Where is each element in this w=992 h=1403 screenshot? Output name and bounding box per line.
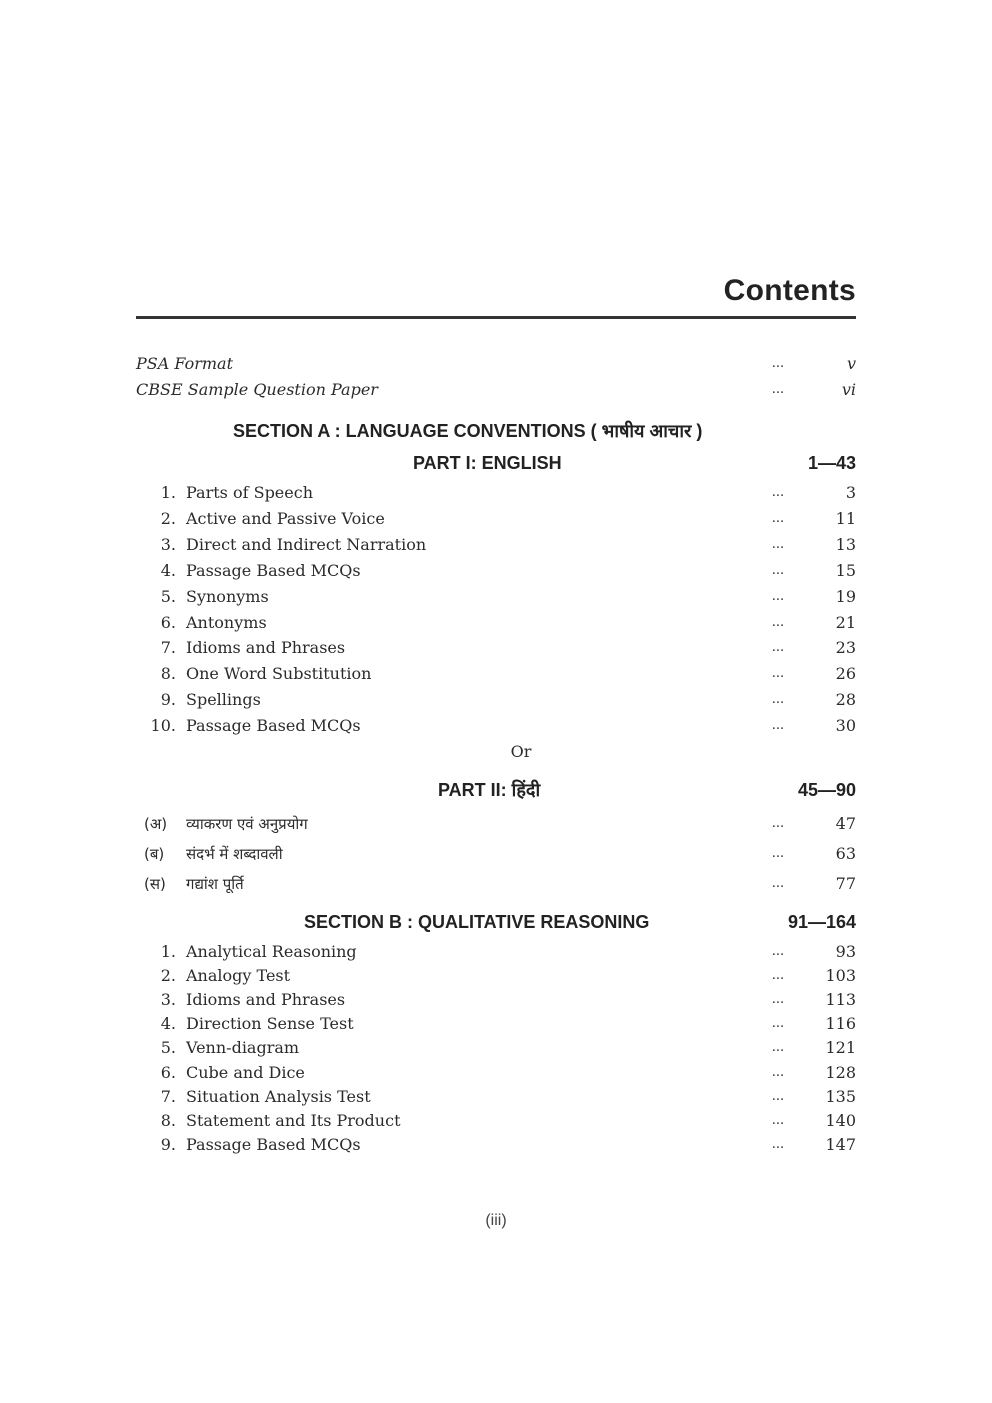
toc-entry: [136, 1012, 856, 1036]
toc-entry: [136, 964, 856, 988]
entry-page: vi: [841, 380, 856, 399]
entry-page: 147: [825, 1134, 856, 1154]
entry-leader: ...: [771, 718, 785, 734]
toc-entry-hindi-b: [136, 842, 856, 866]
entry-page: 3: [845, 483, 856, 502]
entry-title: Analytical Reasoning: [186, 942, 357, 961]
entry-leader: ...: [771, 562, 785, 578]
toc-entry: [136, 636, 856, 660]
toc-entry: [136, 1061, 856, 1085]
entry-number: 4.: [160, 1014, 176, 1034]
entry-title: Statement and Its Product: [186, 1110, 401, 1130]
entry-title: गद्यांश पूर्ति: [186, 875, 244, 893]
page-title: Contents: [723, 274, 856, 307]
entry-page: 30: [835, 716, 856, 736]
entry-title: Situation Analysis Test: [186, 1086, 371, 1106]
entry-number: 8.: [160, 1110, 176, 1130]
entry-page: 21: [835, 612, 856, 632]
entry-number: 1.: [160, 483, 176, 502]
section-a-heading: [136, 418, 856, 444]
entry-page: 11: [835, 508, 856, 528]
entry-number: 5.: [160, 1038, 176, 1058]
toc-entry: [136, 1036, 856, 1060]
entry-leader: ...: [771, 1136, 785, 1152]
toc-entry: [136, 533, 856, 557]
entry-title: Idioms and Phrases: [186, 638, 346, 658]
page-number-label: (iii): [485, 1212, 507, 1229]
entry-title: Analogy Test: [186, 966, 291, 986]
toc-entry: [136, 611, 856, 635]
entry-title: Passage Based MCQs: [186, 560, 361, 580]
entry-number: 6.: [160, 612, 176, 632]
entry-page: 113: [825, 990, 856, 1010]
entry-title: Synonyms: [186, 586, 269, 606]
entry-number: 4.: [160, 560, 176, 580]
toc-entry: [136, 559, 856, 583]
toc-entry: [136, 988, 856, 1012]
toc-entry-hindi-c: [136, 872, 856, 896]
entry-leader: ...: [771, 1064, 785, 1080]
entry-page: 103: [825, 966, 856, 986]
entry-leader: ...: [771, 485, 785, 500]
entry-leader: ...: [771, 614, 785, 630]
entry-number: (अ): [144, 815, 168, 833]
part2-heading: [136, 777, 856, 803]
entry-page: 47: [835, 814, 856, 833]
entry-title: Cube and Dice: [186, 1062, 305, 1082]
entry-leader: ...: [771, 1112, 785, 1128]
entry-title: Active and Passive Voice: [186, 508, 385, 528]
section-b-heading: [136, 909, 856, 935]
section-b-label: SECTION B : QUALITATIVE REASONING: [304, 912, 650, 932]
entry-page: 135: [825, 1086, 856, 1106]
entry-title: PSA Format: [136, 354, 234, 373]
part1-label: PART I: ENGLISH: [413, 453, 562, 473]
entry-page: 128: [825, 1062, 856, 1082]
entry-number: (स): [144, 875, 166, 893]
part1-range: 1—43: [807, 453, 856, 473]
section-a-label: SECTION A : LANGUAGE CONVENTIONS ( भाषीय आचार ): [233, 421, 703, 441]
entry-title: Direction Sense Test: [186, 1014, 354, 1034]
entry-leader: ...: [771, 382, 785, 397]
entry-leader: ...: [771, 536, 785, 552]
entry-page: 77: [835, 874, 856, 893]
entry-leader: ...: [771, 992, 785, 1008]
entry-number: 2.: [160, 966, 176, 986]
toc-entry: [136, 714, 856, 738]
entry-number: 3.: [160, 990, 176, 1010]
entry-leader: ...: [771, 510, 785, 526]
entry-leader: ...: [771, 1088, 785, 1104]
entry-title: Direct and Indirect Narration: [186, 534, 427, 554]
entry-leader: ...: [771, 356, 785, 371]
entry-number: 10.: [150, 716, 176, 736]
entry-number: 7.: [160, 1086, 176, 1106]
entry-leader: ...: [771, 1016, 785, 1032]
part2-label: PART II: हिंदी: [438, 780, 541, 800]
entry-number: 1.: [160, 942, 176, 961]
entry-page: 26: [835, 664, 856, 684]
entry-title: Venn-diagram: [186, 1038, 300, 1058]
entry-page: v: [846, 354, 856, 373]
part1-heading: [136, 450, 856, 476]
entry-leader: ...: [771, 1040, 785, 1056]
entry-title: Idioms and Phrases: [186, 990, 346, 1010]
entry-title: One Word Substitution: [186, 664, 372, 684]
entry-number: (ब): [144, 845, 165, 863]
toc-entry: [136, 688, 856, 712]
entry-leader: ...: [771, 692, 785, 708]
entry-page: 23: [835, 638, 856, 658]
toc-entry-hindi-a: [136, 812, 856, 836]
toc-entry: [136, 1109, 856, 1133]
entry-number: 3.: [160, 534, 176, 554]
entry-page: 19: [835, 586, 856, 606]
toc-entry: [136, 481, 856, 505]
entry-title: संदर्भ में शब्दावली: [186, 845, 283, 863]
entry-leader: ...: [771, 666, 785, 682]
entry-number: 9.: [160, 1134, 176, 1154]
entry-title: Passage Based MCQs: [186, 1134, 361, 1154]
entry-leader: ...: [771, 640, 785, 656]
toc-entry: [136, 585, 856, 609]
entry-number: 5.: [160, 586, 176, 606]
page-number: [0, 1212, 992, 1230]
entry-page: 28: [835, 690, 856, 710]
title-rule: [136, 316, 856, 319]
entry-number: 7.: [160, 638, 176, 658]
toc-entry-sample-paper: [136, 378, 856, 402]
entry-page: 121: [825, 1038, 856, 1058]
entry-leader: ...: [771, 876, 785, 891]
entry-page: 15: [835, 560, 856, 580]
part2-range: 45—90: [797, 780, 856, 800]
entry-number: 2.: [160, 508, 176, 528]
entry-title: Parts of Speech: [186, 483, 314, 502]
entry-number: 9.: [160, 690, 176, 710]
toc-entry: [136, 507, 856, 531]
entry-leader: ...: [771, 846, 785, 861]
entry-title: CBSE Sample Question Paper: [136, 380, 378, 399]
entry-title: Antonyms: [186, 612, 267, 632]
section-b-range: 91—164: [787, 912, 856, 932]
entry-leader: ...: [771, 944, 785, 959]
entry-title: Spellings: [186, 690, 261, 710]
entry-title: व्याकरण एवं अनुप्रयोग: [186, 815, 308, 833]
toc-entry: [136, 1085, 856, 1109]
entry-page: 13: [835, 534, 856, 554]
toc-entry: [136, 940, 856, 964]
toc-entry-psa-format: [136, 352, 856, 376]
entry-leader: ...: [771, 968, 785, 984]
toc-entry: [136, 662, 856, 686]
entry-leader: ...: [771, 588, 785, 604]
toc-entry: [136, 1133, 856, 1157]
entry-number: 6.: [160, 1062, 176, 1082]
entry-page: 140: [825, 1110, 856, 1130]
entry-page: 93: [835, 942, 856, 961]
entry-leader: ...: [771, 816, 785, 831]
entry-page: 116: [825, 1014, 856, 1034]
entry-number: 8.: [160, 664, 176, 684]
entry-page: 63: [835, 844, 856, 863]
or-separator: Or: [510, 742, 532, 761]
entry-title: Passage Based MCQs: [186, 716, 361, 736]
